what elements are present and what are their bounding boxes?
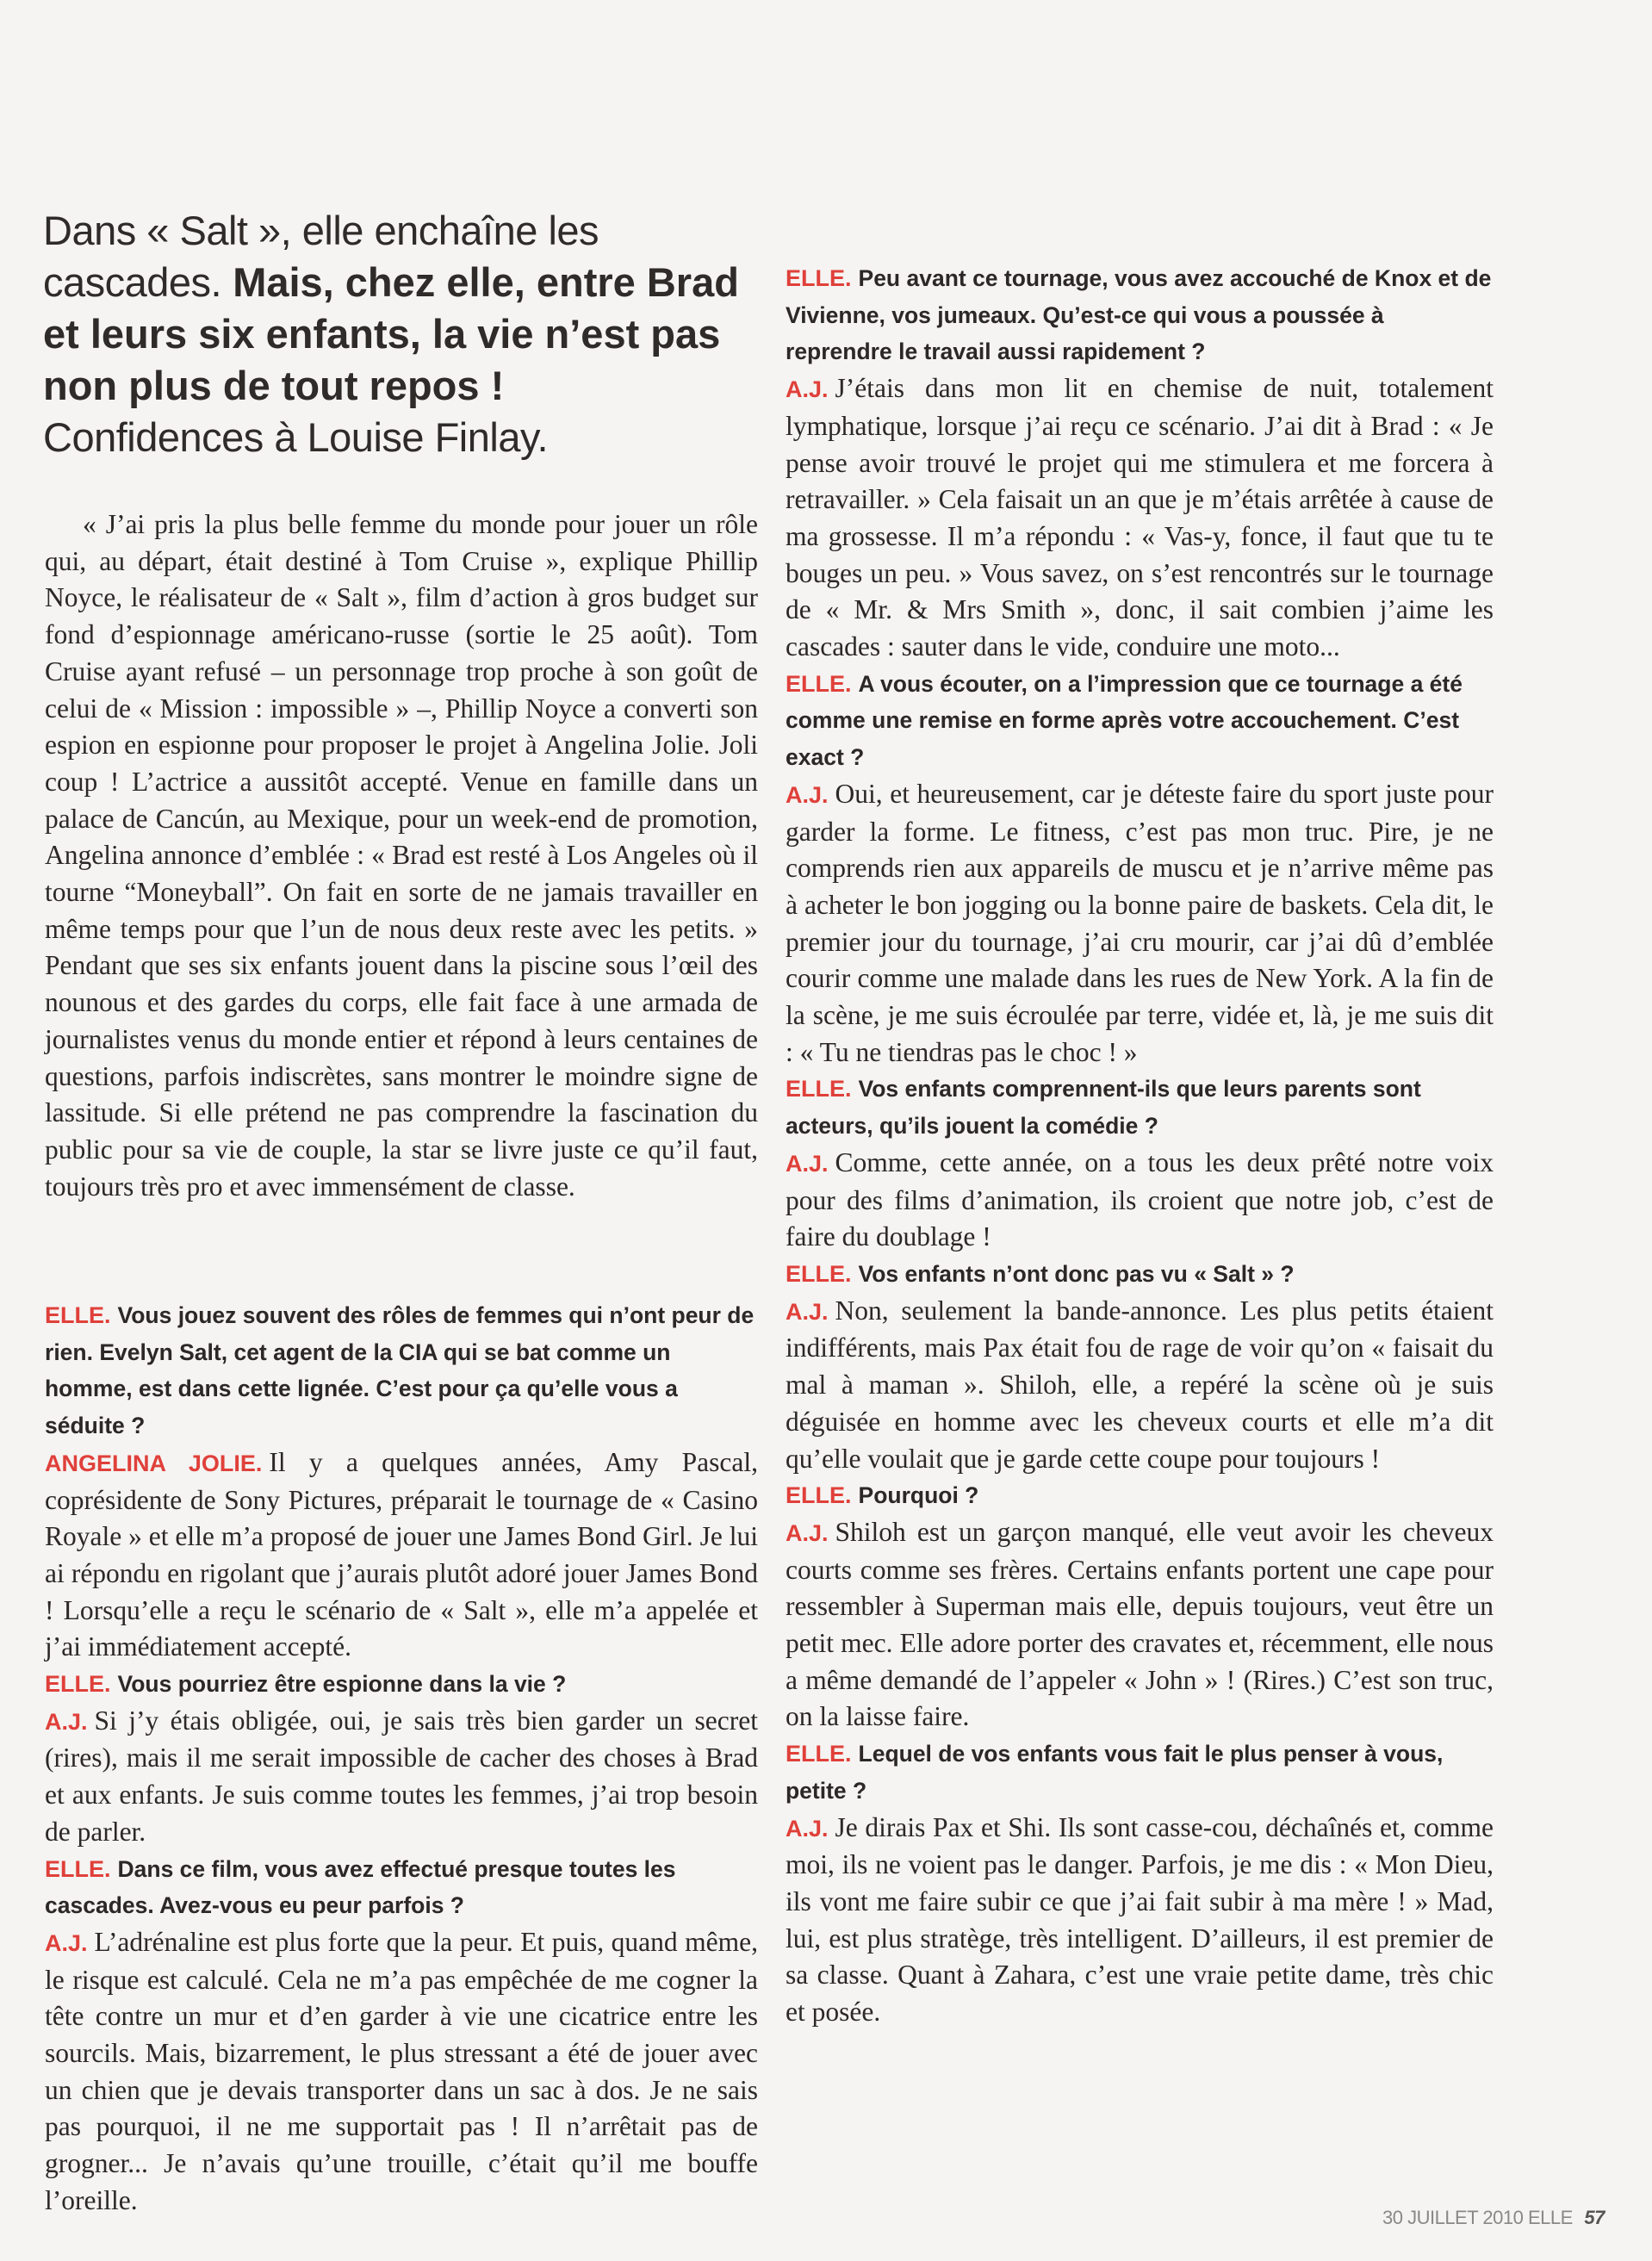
right-interview-column (786, 260, 1494, 2031)
speaker-elle: ELLE. (786, 1076, 852, 1103)
intro-column (45, 506, 758, 1205)
answer (786, 1810, 1494, 2031)
speaker-elle: ELLE. (786, 1260, 852, 1287)
left-interview-column (45, 1297, 758, 2220)
answer-text: Shiloh est un garçon manqué, elle veut avoir les cheveux courts comme ses frères. Certains enfants portent une cape pour ressembler à Superman mais elle, depuis toujours, veut être un petit mec. Elle adore porter des cravates et, récemment, elle nous a même demandé de l’appeler « John » ! (Rires.) C’est son truc, on la laisse faire. (786, 1516, 1494, 1732)
answer-text: L’adrénaline est plus forte que la peur. Et puis, quand même, le risque est calculé. Cela ne m’a pas empêchée de me cogner la tête contre un mur et d’en garder à vie une cicatrice entre les sourcils. Mais, bizarrement, le plus stressant a été de jouer avec un chien que je devais transporter dans un sac à dos. Je ne sais pas pourquoi, il ne me supportait pas ! Il n’arrêtait pas de grogner... Je n’avais qu’une trouille, c’était qu’il me bouffe l’oreille. (45, 1926, 758, 2215)
speaker-elle: ELLE. (786, 1482, 852, 1509)
answer-text: Non, seulement la bande-annonce. Les plus petits étaient indifférents, mais Pax était fou de rage de voir qu’on « faisait du mal à maman ». Shiloh, elle, a repéré la scène où je suis déguisée en homme avec les cheveux courts et elle m’a dit qu’elle voulait que je garde cette coupe pour toujours ! (786, 1295, 1494, 1474)
speaker-elle: ELLE. (786, 265, 852, 291)
speaker-aj: A.J. (786, 1815, 829, 1842)
question (45, 1666, 758, 1703)
question (786, 1477, 1494, 1514)
answer (45, 1703, 758, 1851)
speaker-elle: ELLE. (786, 670, 852, 697)
magazine-name: ELLE (1527, 2207, 1573, 2228)
speaker-aj: A.J. (786, 1298, 829, 1325)
question-text: Pourquoi ? (858, 1482, 979, 1509)
question-text: Dans ce film, vous avez effectué presque toutes les cascades. Avez-vous eu peur parfois ? (45, 1855, 676, 1919)
question (786, 1736, 1494, 1809)
speaker-elle: ELLE. (786, 1741, 852, 1767)
answer-text: Si j’y étais obligée, oui, je sais très bien garder un secret (rires), mais il me serait impossible de cacher des choses à Brad et aux enfants. Je suis comme toutes les femmes, j’ai trop besoin de parler. (45, 1705, 758, 1847)
answer (786, 1145, 1494, 1256)
speaker-aj: A.J. (786, 1150, 829, 1177)
speaker-angelina: ANGELINA JOLIE. (45, 1450, 263, 1476)
speaker-elle: ELLE. (45, 1671, 111, 1698)
article-headline (43, 205, 767, 463)
headline-bold: Mais, chez elle, entre Brad et leurs six enfants, la vie n’est pas non plus de tout repos ! (43, 259, 739, 408)
answer (45, 1444, 758, 1666)
question-text: Lequel de vos enfants vous fait le plus penser à vous, petite ? (786, 1741, 1444, 1804)
question (45, 1297, 758, 1444)
speaker-aj: A.J. (786, 1519, 829, 1546)
question (786, 1256, 1494, 1293)
speaker-elle: ELLE. (45, 1302, 111, 1328)
speaker-aj: A.J. (45, 1929, 88, 1956)
question-text: Vos enfants comprennent-ils que leurs parents sont acteurs, qu’ils jouent la comédie ? (786, 1076, 1421, 1140)
answer-text: Je dirais Pax et Shi. Ils sont casse-cou, déchaînés et, comme moi, ils ne voient pas le danger. Parfois, je me dis : « Mon Dieu, ils vont me faire subir ce que j’ai fait subir à ma mère ! » Mad, lui, est plus stratège, très intelligent. D’ailleurs, il est premier de sa classe. Quant à Zahara, c’est une vraie petite dame, très chic et posée. (786, 1811, 1494, 2028)
answer (786, 1293, 1494, 1478)
question-text: Peu avant ce tournage, vous avez accouché de Knox et de Vivienne, vos jumeaux. Qu’est-ce qui vous a poussée à reprendre le travail aussi rapidement ? (786, 265, 1492, 365)
speaker-aj: A.J. (45, 1708, 88, 1735)
question-text: Vous pourriez être espionne dans la vie ? (117, 1671, 567, 1698)
answer (786, 1514, 1494, 1736)
page-footer (1382, 2207, 1605, 2229)
issue-date: 30 JUILLET 2010 (1382, 2207, 1524, 2228)
answer (786, 370, 1494, 666)
answer-text: Il y a quelques années, Amy Pascal, coprésidente de Sony Pictures, préparait le tournage de « Casino Royale » et elle m’a proposé de jouer une James Bond Girl. Je lui ai répondu en rigolant que j’aurais plutôt adoré jouer James Bond ! Lorsqu’elle a reçu le scénario de « Salt », elle m’a appelée et j’ai immédiatement accepté. (45, 1446, 758, 1662)
answer-text: Comme, cette année, on a tous les deux prêté notre voix pour des films d’animation, ils croient que notre job, c’est de faire du doublage ! (786, 1146, 1494, 1252)
question-text: Vous jouez souvent des rôles de femmes qui n’ont peur de rien. Evelyn Salt, cet agent de la CIA qui se bat comme un homme, est dans cette lignée. C’est pour ça qu’elle vous a séduite ? (45, 1302, 755, 1439)
page-number: 57 (1584, 2207, 1605, 2228)
speaker-aj: A.J. (786, 781, 829, 808)
question (786, 260, 1494, 370)
answer-text: J’étais dans mon lit en chemise de nuit, totalement lymphatique, lorsque j’ai reçu ce scénario. J’ai dit à Brad : « Je pense avoir trouvé le projet qui me stimulera et me forcera à retravailler. » Cela faisait un an que je m’étais arrêtée à cause de ma grossesse. Il m’a répondu : « Vas-y, fonce, il faut que tu te bouges un peu. » Vous savez, on s’est rencontrés sur le tournage de « Mr. & Mrs Smith », donc, il sait combien j’aime les cascades : sauter dans le vide, conduire une moto... (786, 373, 1494, 662)
headline-lead: Dans « Salt », elle enchaîne les cascades. (43, 208, 599, 305)
intro-paragraph: « J’ai pris la plus belle femme du monde pour jouer un rôle qui, au départ, était destiné à Tom Cruise », explique Phillip Noyce, le réalisateur de « Salt », film d’action à gros budget sur fond d’espionnage américano-russe (sortie le 25 août). Tom Cruise ayant refusé – un personnage trop proche à son goût de celui de « Mission : impossible » –, Phillip Noyce a converti son espion en espionne pour proposer le projet à Angelina Jolie. Joli coup ! L’actrice a aussitôt accepté. Venue en famille dans un palace de Cancún, au Mexique, pour un week-end de promotion, Angelina annonce d’emblée : « Brad est resté à Los Angeles où il tourne “Moneyball”. On fait en sorte de ne jamais travailler en même temps pour que l’un de nous deux reste avec les petits. » Pendant que ses six enfants jouent dans la piscine sous l’œil des nounous et des gardes du corps, elle fait face à une armada de journalistes venus du monde entier et répond à leurs centaines de questions, parfois indiscrètes, sans montrer le moindre signe de lassitude. Si elle prétend ne pas comprendre la fascination du public pour sa vie de couple, la star se livre juste ce qu’il faut, toujours très pro et avec immensément de classe. (45, 509, 758, 1202)
answer-text: Oui, et heureusement, car je déteste faire du sport juste pour garder la forme. Le fitness, c’est pas mon truc. Pire, je ne comprends rien aux appareils de muscu et je n’arrive même pas à acheter le bon jogging ou la bonne paire de baskets. Cela dit, le premier jour du tournage, j’ai cru mourir, car j’ai dû d’emblée courir comme une malade dans les rues de New York. A la fin de la scène, je me suis écroulée par terre, vidée et, là, je me suis dit : « Tu ne tiendras pas le choc ! » (786, 778, 1494, 1067)
question (45, 1851, 758, 1924)
answer (786, 776, 1494, 1071)
answer (45, 1924, 758, 2220)
question-text: Vos enfants n’ont donc pas vu « Salt » ? (858, 1260, 1295, 1287)
headline-byline: Confidences à Louise Finlay. (43, 414, 549, 460)
speaker-elle: ELLE. (45, 1855, 111, 1882)
question (786, 1071, 1494, 1144)
speaker-aj: A.J. (786, 376, 829, 403)
question (786, 666, 1494, 776)
question-text: A vous écouter, on a l’impression que ce tournage a été comme une remise en forme après votre accouchement. C’est exact ? (786, 670, 1463, 771)
